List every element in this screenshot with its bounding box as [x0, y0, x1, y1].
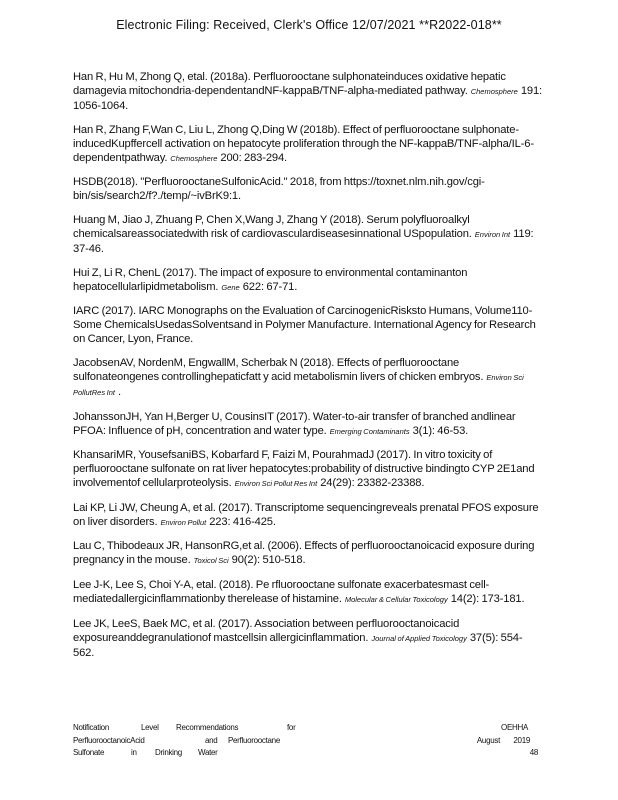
- reference-text: Huang M, Jiao J, Zhuang P, Chen X,Wang J, Zhang Y (2018). Serum polyfluoroalkyl chemicalsareassociatedwith risk of cardiovasculardiseasesinnational USpopulation.: [73, 213, 472, 241]
- reference-entry: [73, 539, 543, 568]
- journal-name: Chemosphere: [470, 87, 518, 97]
- footer-word: Notification: [73, 723, 109, 732]
- reference-text: Lai KP, Li JW, Cheung A, et al. (2017). Transcriptome sequencingreveals prenatal PFOS exposure on liver disorders.: [73, 501, 539, 528]
- reference-text: Hui Z, Li R, ChenL (2017). The impact of exposure to environmental contaminanton hepatocellularlipidmetabolism.: [73, 266, 468, 293]
- reference-text: JohanssonJH, Yan H,Berger U, CousinsIT (2017). Water-to-air transfer of branched andlinear PFOA: Influence of pH, concentration and water type.: [73, 410, 516, 437]
- reference-text: Han R, Zhang F,Wan C, Liu L, Zhong Q,Ding W (2018b). Effect of perfluorooctane sulphonate-inducedKupffercell activation on hepatocyte proliferation through the NF-kappaB/TNF-alpha/IL-6-dependentpathway.: [73, 123, 534, 164]
- journal-name: Environ Sci PollutRes Int: [73, 372, 524, 398]
- footer-word: and: [205, 735, 218, 745]
- reference-entry: [73, 448, 543, 491]
- footer-meta: [468, 722, 538, 760]
- journal-name: Journal of Applied Toxicology: [371, 633, 467, 643]
- reference-citation: 90(2): 510-518.: [231, 554, 306, 567]
- reference-entry: [73, 70, 543, 113]
- reference-entry: [73, 175, 543, 203]
- reference-citation: .: [118, 386, 121, 399]
- footer-document-title: [73, 722, 403, 760]
- reference-citation: 14(2): 173-181.: [450, 593, 525, 606]
- reference-citation: 24(29): 23382-23388.: [320, 477, 425, 490]
- footer-org: OEHHA: [501, 723, 528, 732]
- reference-text: JacobsenAV, NordenM, EngwallM, Scherbak N (2018). Effects of perfluorooctane sulfonateongenes controllinghepaticfatt y acid metabolismin livers of chicken embryos.: [73, 356, 484, 383]
- reference-entry: [73, 213, 543, 256]
- footer-page-number: 48: [529, 748, 538, 757]
- footer-month: August: [476, 735, 500, 745]
- footer-word: Drinking: [155, 748, 182, 757]
- reference-entry: [73, 578, 543, 607]
- reference-text: Lee J-K, Lee S, Choi Y-A, etal. (2018). Pe rfluorooctane sulfonate exacerbatesmast cell-mediatedallergicinflammationby therelease of histamine.: [73, 578, 490, 606]
- reference-text: KhansariMR, YousefsaniBS, Kobarfard F, Faizi M, PourahmadJ (2017). In vitro toxicity of perfluorooctane sulfonate on rat liver hepatocytes:probability of distructive bindingto CYP 2E1and involvementof cellularproteolysis.: [73, 449, 535, 490]
- footer-word: in: [131, 748, 137, 757]
- reference-text: IARC (2017). IARC Monographs on the Evaluation of CarcinogenicRisksto Humans, Volume110-Some ChemicalsUsedasSolventsand in Polymer Manufacture. International Agency for Research on Cancer, Lyon, France.: [73, 305, 536, 346]
- journal-name: Environ Pollut: [160, 517, 207, 527]
- footer-word: Water: [198, 748, 218, 757]
- reference-citation: 37(5): 554-562.: [73, 631, 523, 659]
- footer-word: Recommendations: [176, 723, 239, 732]
- journal-name: Emerging Contaminants: [329, 426, 410, 436]
- reference-entry: [73, 617, 543, 660]
- journal-name: Toxicol Sci: [193, 556, 229, 566]
- journal-name: Gene: [221, 282, 240, 292]
- reference-citation: 223: 416-425.: [209, 515, 276, 528]
- journal-name: Environ Int: [474, 230, 511, 240]
- reference-citation: 3(1): 46-53.: [412, 424, 469, 437]
- journal-name: Chemosphere: [170, 153, 218, 163]
- reference-list: [73, 70, 543, 669]
- reference-citation: 200: 283-294.: [220, 151, 287, 164]
- reference-citation: 622: 67-71.: [242, 280, 298, 293]
- reference-text: HSDB(2018). "PerfluorooctaneSulfonicAcid." 2018, from https://toxnet.nlm.nih.gov/cgi-bin/sis/search2/f?./temp/~ivBrK9:1.: [73, 176, 485, 203]
- reference-entry: [73, 123, 543, 166]
- reference-citation: 191: 1056-1064.: [73, 85, 542, 113]
- reference-entry: [73, 266, 543, 295]
- reference-text: Lau C, Thibodeaux JR, HansonRG,et al. (2006). Effects of perfluorooctanoicacid exposure during pregnancy in the mouse.: [73, 540, 535, 567]
- reference-citation: 119: 37-46.: [73, 228, 534, 256]
- reference-entry: [73, 501, 543, 530]
- footer-word: Level: [141, 723, 159, 732]
- journal-name: Environ Sci Pollut Res Int: [234, 479, 318, 489]
- reference-text: Lee JK, LeeS, Baek MC, et al. (2017). Association between perfluorooctanoicacid exposureanddegranulationof mastcellsin allergicinflammation.: [73, 617, 460, 644]
- reference-entry: [73, 356, 543, 400]
- footer-word: PerfluorooctanoicAcid: [73, 735, 145, 745]
- reference-entry: [73, 304, 543, 346]
- footer-word: Perfluorooctane: [228, 735, 280, 745]
- footer-word: Sulfonate: [73, 748, 105, 757]
- journal-name: Molecular & Cellular Toxicology: [344, 595, 448, 605]
- footer-word: for: [287, 723, 296, 732]
- reference-text: Han R, Hu M, Zhong Q, etal. (2018a). Perfluorooctane sulphonateinduces oxidative hepatic damagevia mitochondria-dependentandNF-kappaB/TNF-alpha-mediated pathway.: [73, 71, 506, 98]
- page-header: Electronic Filing: Received, Clerk's Office 12/07/2021 **R2022-018**: [116, 18, 502, 32]
- reference-entry: [73, 410, 543, 439]
- footer-year: 2019: [513, 735, 530, 745]
